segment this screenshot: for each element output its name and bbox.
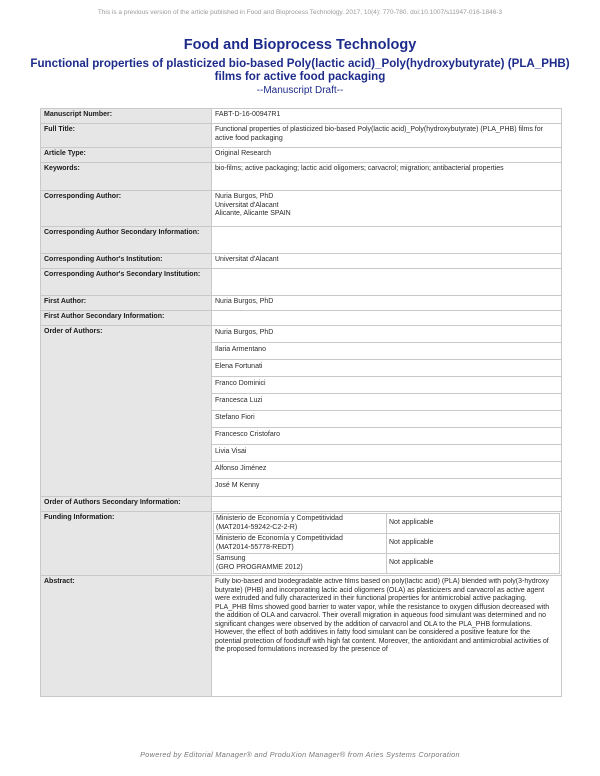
field-label: First Author Secondary Information: — [41, 311, 212, 326]
table-row — [41, 326, 562, 497]
field-value — [212, 497, 562, 512]
field-label: Order of Authors Secondary Information: — [41, 497, 212, 512]
field-value: Universitat d'Alacant — [212, 254, 562, 269]
list-item: Nuria Burgos, PhD — [212, 326, 561, 343]
publication-notice: This is a previous version of the article published in Food and Bioprocess Technology. 2017, 10(4): 770-780. doi:10.1007/s11947-016-1846-3 — [97, 9, 503, 16]
list-item: Alfonso Jiménez — [212, 462, 561, 479]
funding-table-cell — [212, 512, 562, 576]
field-label: First Author: — [41, 296, 212, 311]
table-row — [41, 296, 562, 311]
table-row — [41, 576, 562, 697]
author-list — [212, 326, 562, 497]
funder: Ministerio de Economía y Competitividad (MAT2014-55778-REDT) — [214, 534, 387, 554]
field-label: Abstract: — [41, 576, 212, 697]
field-value: bio-films; active packaging; lactic acid oligomers; carvacrol; migration; antibacterial properties — [212, 163, 562, 191]
list-item: Elena Fortunati — [212, 360, 561, 377]
author-location: Alicante, Alicante SPAIN — [215, 210, 291, 217]
field-value: Nuria Burgos, PhD — [212, 296, 562, 311]
table-row — [41, 497, 562, 512]
field-value — [212, 269, 562, 296]
field-value: FABT-D-16-00947R1 — [212, 109, 562, 124]
list-item: Livia Visai — [212, 445, 561, 462]
field-label: Funding Information: — [41, 512, 212, 576]
table-row — [41, 269, 562, 296]
funding-row — [214, 514, 560, 534]
field-label: Full Title: — [41, 124, 212, 148]
table-row — [41, 254, 562, 269]
field-value: Functional properties of plasticized bio-based Poly(lactic acid)_Poly(hydroxybutyrate) (PLA_PHB) films for active food packaging — [212, 124, 562, 148]
manuscript-title: Functional properties of plasticized bio-based Poly(lactic acid)_Poly(hydroxybutyrate) (PLA_PHB) films for active food packaging — [30, 57, 570, 83]
list-item: Ilaria Armentano — [212, 343, 561, 360]
funding-table — [213, 513, 560, 574]
field-label: Keywords: — [41, 163, 212, 191]
author-affiliation: Universitat d'Alacant — [215, 201, 279, 209]
table-row — [41, 163, 562, 191]
field-value — [212, 311, 562, 326]
list-item: Stefano Fiori — [212, 411, 561, 428]
field-label: Article Type: — [41, 148, 212, 163]
field-label: Corresponding Author Secondary Information: — [41, 227, 212, 254]
funder: Samsung (GRO PROGRAMME 2012) — [214, 554, 387, 574]
grant-number: Not applicable — [387, 514, 560, 534]
field-label: Corresponding Author's Institution: — [41, 254, 212, 269]
grant-number: Not applicable — [387, 554, 560, 574]
field-label: Corresponding Author's Secondary Institution: — [41, 269, 212, 296]
table-row — [41, 512, 562, 576]
funder: Ministerio de Economía y Competitividad (MAT2014-59242-C2-2-R) — [214, 514, 387, 534]
author-name: Nuria Burgos, PhD — [215, 193, 274, 200]
field-value: Original Research — [212, 148, 562, 163]
table-row — [41, 148, 562, 163]
footer-credit: Powered by Editorial Manager® and ProduXion Manager® from Aries Systems Corporation — [140, 750, 460, 759]
table-row — [41, 191, 562, 227]
field-value — [212, 227, 562, 254]
table-row — [41, 109, 562, 124]
list-item: Francesca Luzi — [212, 394, 561, 411]
funding-row — [214, 554, 560, 574]
table-row — [41, 227, 562, 254]
field-label: Corresponding Author: — [41, 191, 212, 227]
grant-number: Not applicable — [387, 534, 560, 554]
field-label: Manuscript Number: — [41, 109, 212, 124]
list-item: Francesco Cristofaro — [212, 428, 561, 445]
list-item: José M Kenny — [215, 482, 260, 489]
field-label: Order of Authors: — [41, 326, 212, 497]
table-row — [41, 124, 562, 148]
table-row — [41, 311, 562, 326]
journal-name: Food and Bioprocess Technology — [183, 37, 417, 53]
abstract-text: Fully bio-based and biodegradable active films based on poly(lactic acid) (PLA) blended with poly(3-hydroxy butyrate) (PHB) and incorporating lactic acid oligomers (OLA) as plasticizers and carvacrol as active agent were extruded and fully characterized in their functional properties for antimicrobial active packaging. PLA_PHB films showed good barrier to water vapor, while the resistance to oxygen diffusion decreased with the addition of OLA and carvacrol. Their overall migration in aqueous food simulant was determined and no significant changes were observed by the addition of carvacrol and OLA to the PLA_PHB formulations. However, the effect of both additives in fatty food simulant can be considered a positive feature for the potential protection of foodstuff with high fat content. Moreover, the antioxidant and antimicrobial activities of the proposed formulations increased by the presence of — [215, 578, 550, 653]
draft-label: --Manuscript Draft-- — [256, 85, 344, 96]
abstract-cell — [212, 576, 562, 697]
list-item: Franco Dominici — [212, 377, 561, 394]
manuscript-metadata-table — [40, 108, 562, 697]
funding-row — [214, 534, 560, 554]
field-value — [212, 191, 562, 227]
